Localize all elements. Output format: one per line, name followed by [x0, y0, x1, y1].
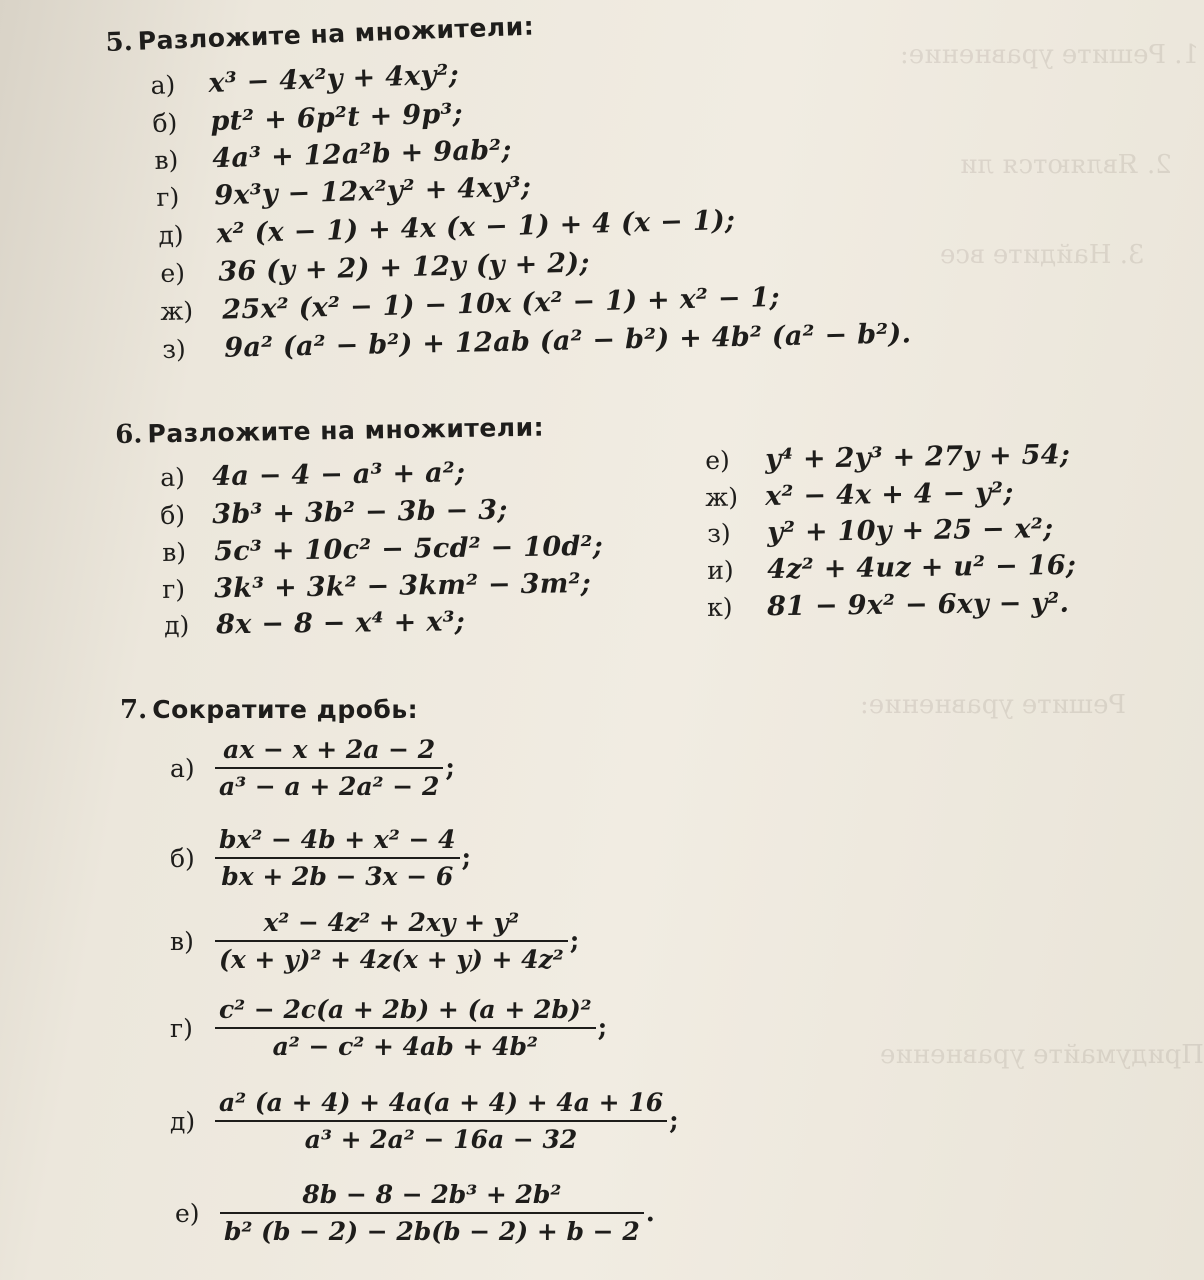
bleed-through-text: 3. Найдите все	[940, 240, 1145, 270]
fraction	[215, 995, 596, 1061]
fraction-bar	[215, 1120, 667, 1122]
fraction-numerator: x² − 4z² + 2xy + y²	[263, 908, 520, 937]
bleed-through-text: 2. Являются ли	[960, 150, 1172, 180]
exercise-5-item	[156, 172, 532, 213]
bleed-through-text: Придумайте уравнение	[880, 1040, 1204, 1070]
item-label: г)	[162, 574, 186, 604]
fraction-bar	[215, 767, 443, 769]
fraction	[220, 1180, 644, 1246]
bleed-through-text: 1. Решите уравнение:	[900, 40, 1200, 70]
exercise-title: Разложите на множители:	[147, 412, 545, 449]
item-label: ж)	[705, 482, 739, 512]
item-terminator: .	[645, 1198, 655, 1228]
exercise-title: Сократите дробь:	[152, 695, 419, 724]
exercise-6-item	[707, 588, 1069, 623]
exercise-6-item	[705, 477, 1014, 513]
fraction-denominator: b² (b − 2) − 2b(b − 2) + b − 2	[224, 1217, 640, 1246]
fraction-numerator: a² (a + 4) + 4a(a + 4) + 4a + 16	[219, 1088, 664, 1117]
item-label: д)	[170, 1106, 196, 1136]
item-terminator: ;	[569, 926, 580, 956]
item-terminator: ;	[669, 1106, 679, 1136]
fraction-denominator: bx + 2b − 3x − 6	[221, 862, 454, 891]
exercise-7-item	[170, 825, 471, 891]
exercise-number: 7.	[120, 695, 148, 725]
exercise-7-item	[170, 1088, 679, 1154]
exercise-number: 6.	[115, 419, 143, 450]
item-terminator: ;	[461, 843, 472, 873]
exercise-6-item	[162, 568, 591, 605]
exercise-5-item	[154, 134, 512, 176]
fraction-bar	[215, 940, 568, 942]
exercise-6-item	[164, 606, 465, 641]
item-label: а)	[150, 70, 176, 100]
item-expression: x² (x − 1) + 4x (x − 1) + 4 (x − 1);	[215, 204, 736, 250]
item-expression: 4a − 4 − a³ + a²;	[211, 457, 466, 493]
item-terminator: ;	[597, 1013, 608, 1043]
item-expression: 4z² + 4uz + u² − 16;	[766, 549, 1077, 586]
item-label: ж)	[160, 296, 194, 326]
item-label: е)	[175, 1198, 200, 1228]
item-label: в)	[170, 926, 194, 956]
item-expression: y² + 10y + 25 − x²;	[766, 513, 1054, 549]
item-expression: y⁴ + 2y³ + 27y + 54;	[764, 439, 1071, 476]
item-label: г)	[156, 182, 180, 212]
exercise-6-item	[160, 457, 465, 493]
item-label: а)	[160, 462, 186, 492]
item-label: в)	[154, 145, 179, 175]
item-label: а)	[170, 753, 195, 783]
item-expression: 4a³ + 12a²b + 9ab²;	[211, 134, 513, 175]
item-expression: 81 − 9x² − 6xy − y².	[766, 587, 1070, 623]
item-expression: x² − 4x + 4 − y²;	[764, 477, 1014, 513]
item-label: е)	[705, 445, 731, 475]
item-label: б)	[160, 500, 186, 530]
exercise-6-item	[707, 550, 1076, 586]
fraction-numerator: ax − x + 2a − 2	[223, 735, 436, 764]
item-label: з)	[707, 518, 731, 548]
item-expression: 25x² (x² − 1) − 10x (x² − 1) + x² − 1;	[221, 281, 781, 326]
item-expression: pt² + 6p²t + 9p³;	[209, 98, 464, 138]
exercise-5-item	[150, 59, 460, 101]
exercise-7-item	[170, 908, 579, 974]
item-terminator: ;	[445, 753, 455, 783]
fraction-bar	[220, 1212, 644, 1214]
exercise-number: 5.	[105, 26, 134, 58]
fraction	[215, 825, 460, 891]
item-expression: 9a² (a² − b²) + 12ab (a² − b²) + 4b² (a² − b²).	[223, 318, 912, 364]
fraction-bar	[215, 857, 460, 859]
item-label: д)	[164, 610, 190, 640]
item-expression: 3k³ + 3k² − 3km² − 3m²;	[213, 568, 592, 605]
item-label: б)	[152, 108, 178, 138]
exercise-5-item	[160, 282, 780, 327]
item-label: е)	[160, 258, 186, 288]
exercise-6-item	[160, 495, 508, 531]
item-expression: 3b³ + 3b² − 3b − 3;	[211, 494, 508, 531]
exercise-5-item	[160, 248, 590, 289]
fraction	[215, 908, 568, 974]
exercise-title: Разложите на множители:	[137, 11, 535, 56]
exercise-5-item	[158, 205, 736, 251]
fraction-numerator: c² − 2c(a + 2b) + (a + 2b)²	[219, 995, 592, 1024]
item-label: б)	[170, 843, 195, 873]
exercise-7-item	[170, 735, 455, 801]
fraction-denominator: a² − c² + 4ab + 4b²	[272, 1032, 538, 1061]
item-expression: 8x − 8 − x⁴ + x³;	[215, 606, 466, 641]
fraction-numerator: 8b − 8 − 2b³ + 2b²	[302, 1180, 562, 1209]
exercise-6-item	[162, 531, 603, 568]
exercise-6-header	[115, 413, 544, 450]
fraction-numerator: bx² − 4b + x² − 4	[219, 825, 456, 854]
fraction-bar	[215, 1027, 596, 1029]
exercise-5-item	[162, 318, 912, 365]
item-label: д)	[158, 220, 184, 250]
fraction	[215, 1088, 667, 1154]
item-expression: 5c³ + 10c² − 5cd² − 10d²;	[213, 530, 604, 568]
fraction-denominator: (x + y)² + 4z(x + y) + 4z²	[219, 945, 564, 974]
exercise-7-item	[175, 1180, 655, 1246]
fraction-denominator: a³ − a + 2a² − 2	[219, 772, 440, 801]
item-label: з)	[162, 334, 187, 364]
exercise-6-item	[705, 439, 1070, 476]
fraction	[215, 735, 443, 801]
item-expression: 36 (y + 2) + 12y (y + 2);	[217, 247, 591, 288]
item-label: и)	[707, 555, 734, 585]
item-label: в)	[162, 537, 187, 567]
exercise-7-header	[120, 695, 418, 725]
exercise-5-header	[105, 12, 535, 58]
item-expression: 9x³y − 12x²y² + 4xy³;	[213, 171, 532, 212]
item-label: г)	[170, 1013, 193, 1043]
exercise-5-item	[152, 98, 463, 139]
exercise-6-item	[707, 513, 1054, 549]
bleed-through-text: Решите уравнение:	[860, 690, 1127, 720]
item-expression: x³ − 4x²y + 4xy²;	[207, 59, 460, 99]
item-label: к)	[707, 592, 733, 622]
exercise-7-item	[170, 995, 607, 1061]
fraction-denominator: a³ + 2a² − 16a − 32	[304, 1125, 578, 1154]
